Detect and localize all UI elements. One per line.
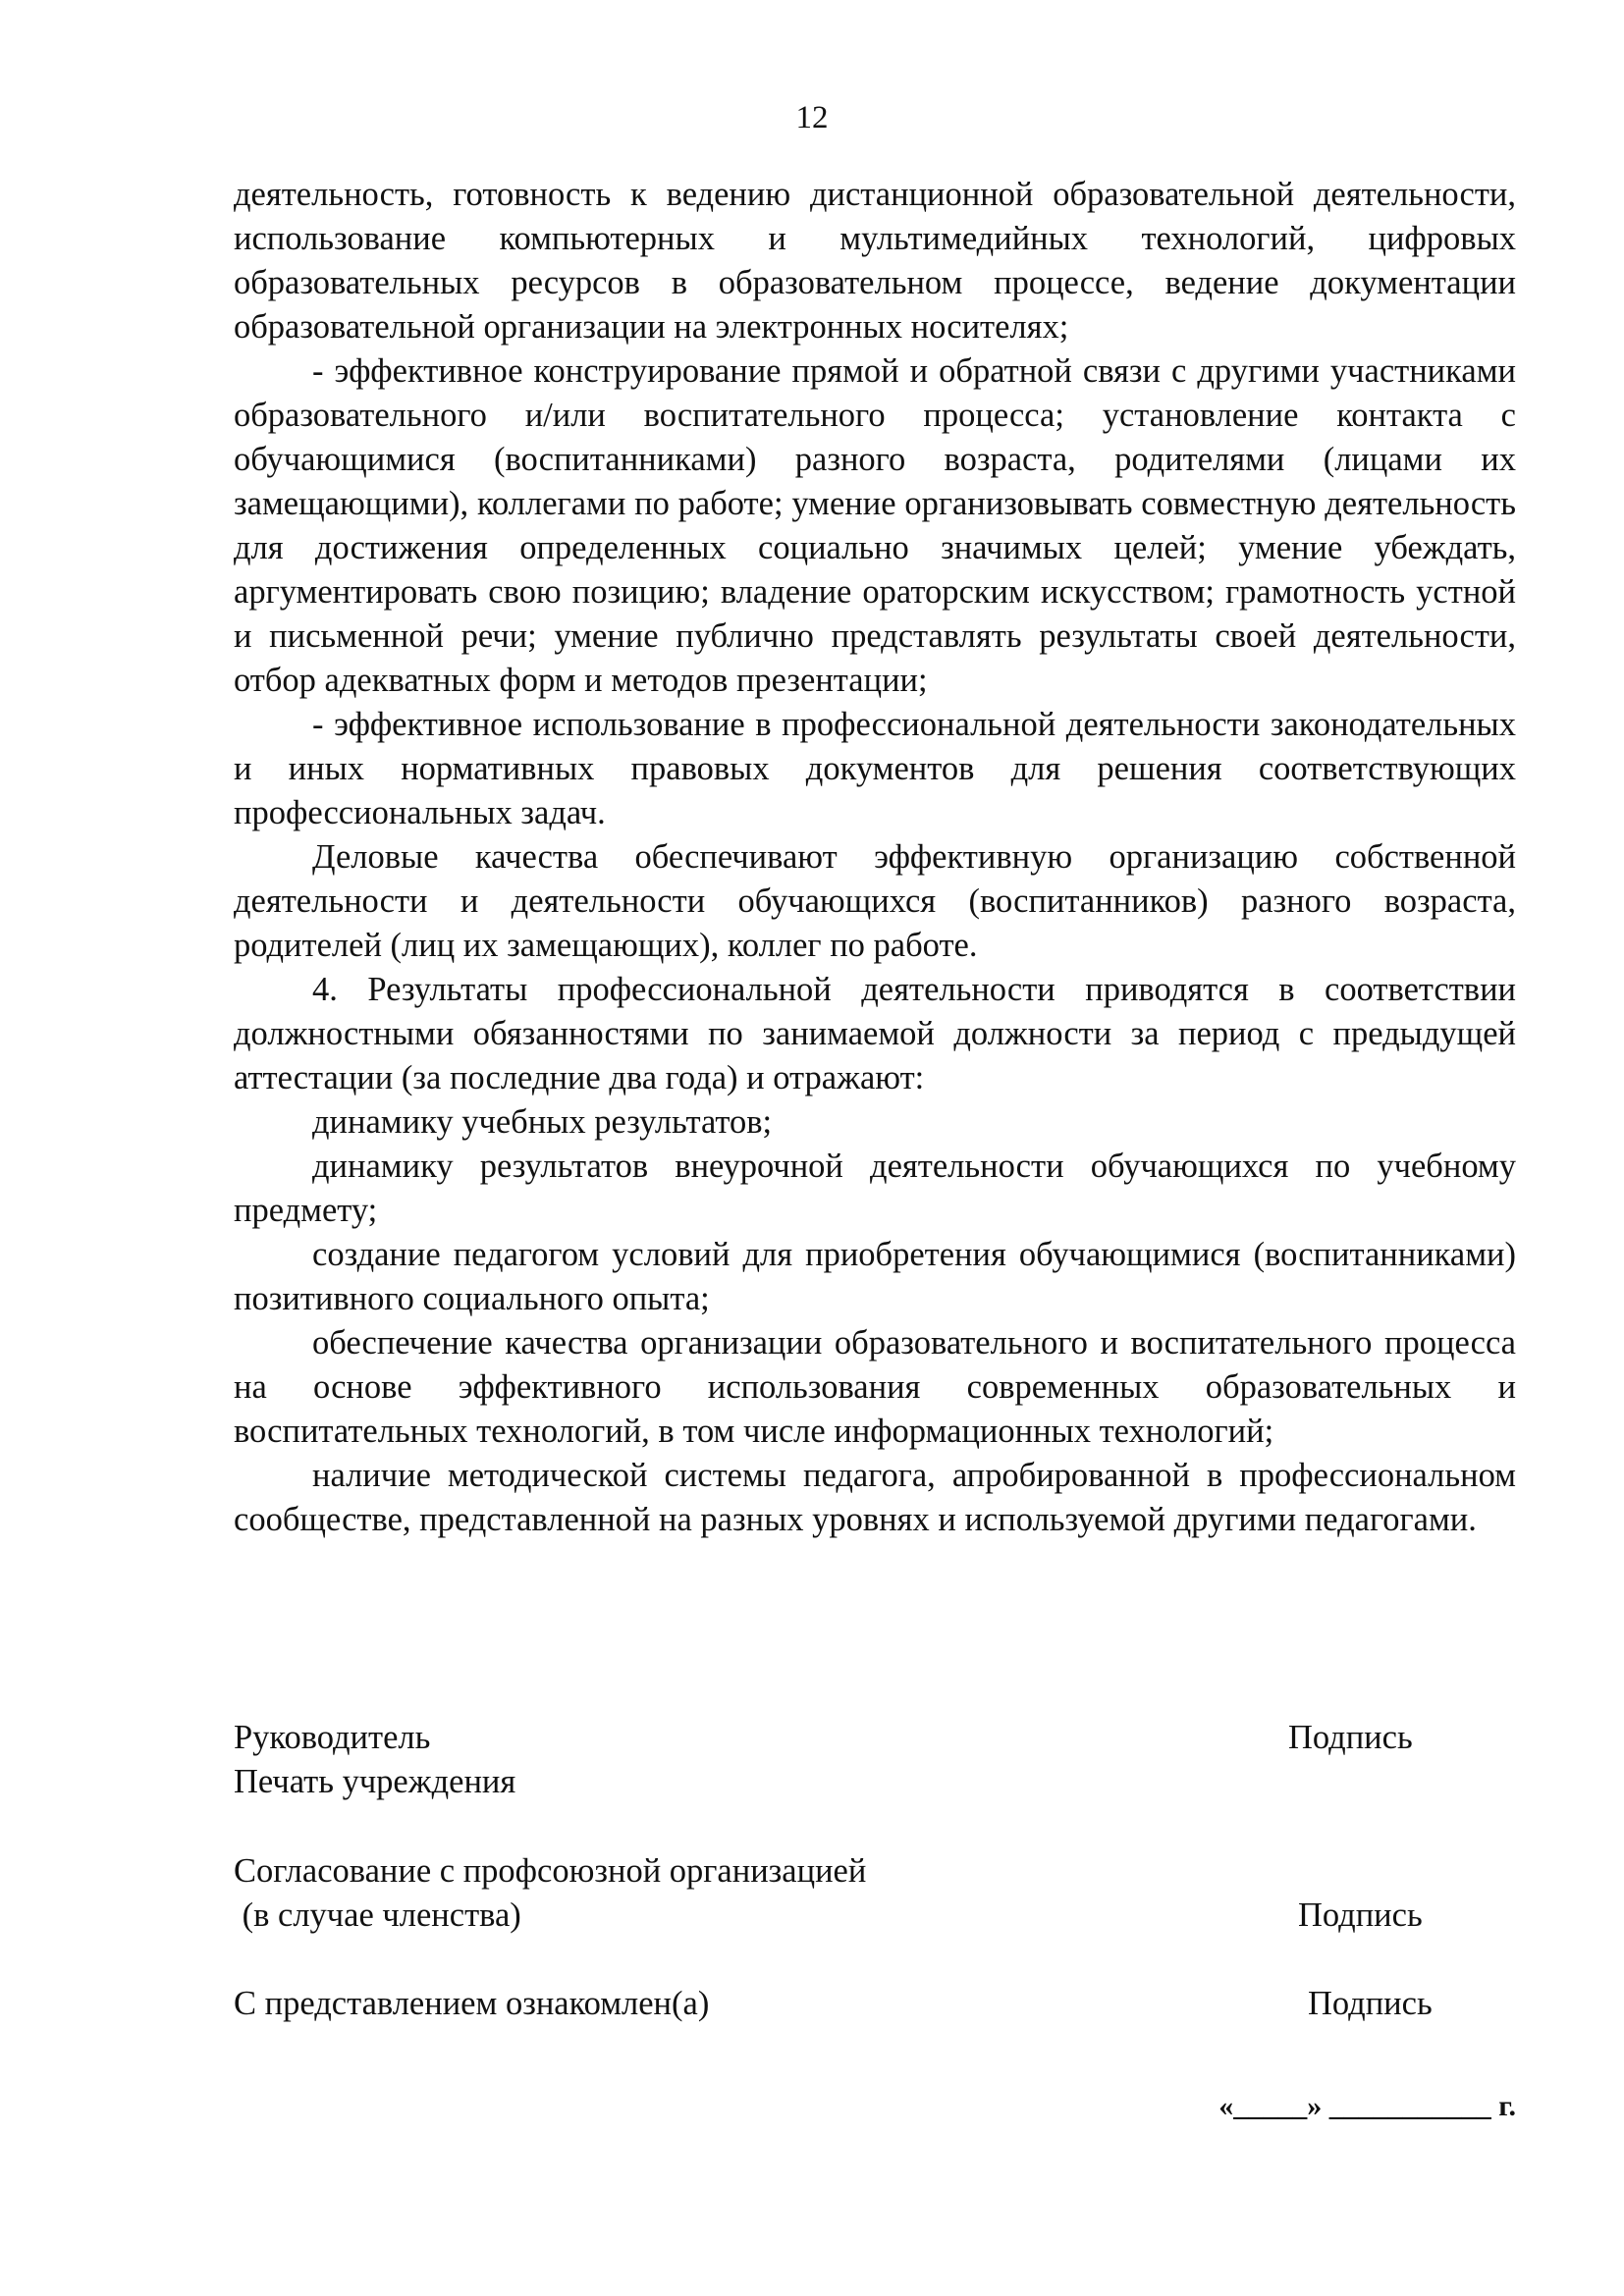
acquainted-signature-label: Подпись <box>1308 1985 1433 2022</box>
union-label: Согласование с профсоюзной организацией <box>234 1852 867 1890</box>
union-signature-label: Подпись <box>1298 1896 1423 1934</box>
document-body <box>234 173 1516 1542</box>
paragraph-extracurricular-dynamics: динамику результатов внеурочной деятельности обучающихся по учебному предмету; <box>234 1148 1516 1229</box>
stamp-label: Печать учреждения <box>234 1763 516 1800</box>
union-membership-label: (в случае членства) <box>234 1896 521 1934</box>
page-number: 12 <box>795 100 829 135</box>
head-signature-label: Подпись <box>1288 1719 1413 1756</box>
paragraph-social-experience: создание педагогом условий для приобретения обучающимися (воспитанниками) позитивного социального опыта; <box>234 1236 1516 1317</box>
paragraph-quality-assurance: обеспечение качества организации образовательного и воспитательного процесса на основе эффективного использования современных образовательных и воспитательных технологий, в том числе информационных технологий; <box>234 1324 1516 1450</box>
paragraph-methodical-system: наличие методической системы педагога, апробированной в профессиональном сообществе, представленной на разных уровнях и используемой другими педагогами. <box>234 1457 1516 1538</box>
paragraph-continuation: деятельность, готовность к ведению дистанционной образовательной деятельности, использование компьютерных и мультимедийных технологий, цифровых образовательных ресурсов в образовательном процессе, ведение документации образовательной организации на электронных носителях; <box>234 176 1516 346</box>
head-label: Руководитель <box>234 1719 431 1756</box>
paragraph-feedback: - эффективное конструирование прямой и обратной связи с другими участниками образовательного и/или воспитательного процесса; установление контакта с обучающимися (воспитанниками) разного возраста, родителями (лицами их замещающими), коллегами по работе; умение организовывать совместную деятельность для достижения определенных социально значимых целей; умение убеждать, аргументировать свою позицию; владение ораторским искусством; грамотность устной и письменной речи; умение публично представлять результаты своей деятельности, отбор адекватных форм и методов презентации; <box>234 352 1516 699</box>
paragraph-learning-dynamics: динамику учебных результатов; <box>312 1103 773 1141</box>
acquainted-label: С представлением ознакомлен(а) <box>234 1985 710 2022</box>
paragraph-legal-documents: - эффективное использование в профессиональной деятельности законодательных и иных нормативных правовых документов для решения соответствующих профессиональных задач. <box>234 706 1516 831</box>
paragraph-business-qualities: Деловые качества обеспечивают эффективную организацию собственной деятельности и деятельности обучающихся (воспитанников) разного возраста, родителей (лиц их замещающих), коллег по работе. <box>234 838 1516 964</box>
paragraph-results-intro: 4. Результаты профессиональной деятельности приводятся в соответствии должностными обязанностями по занимаемой должности за период с предыдущей аттестации (за последние два года) и отражают: <box>234 971 1516 1096</box>
date-line: «_____» ___________ г. <box>1218 2090 1516 2122</box>
